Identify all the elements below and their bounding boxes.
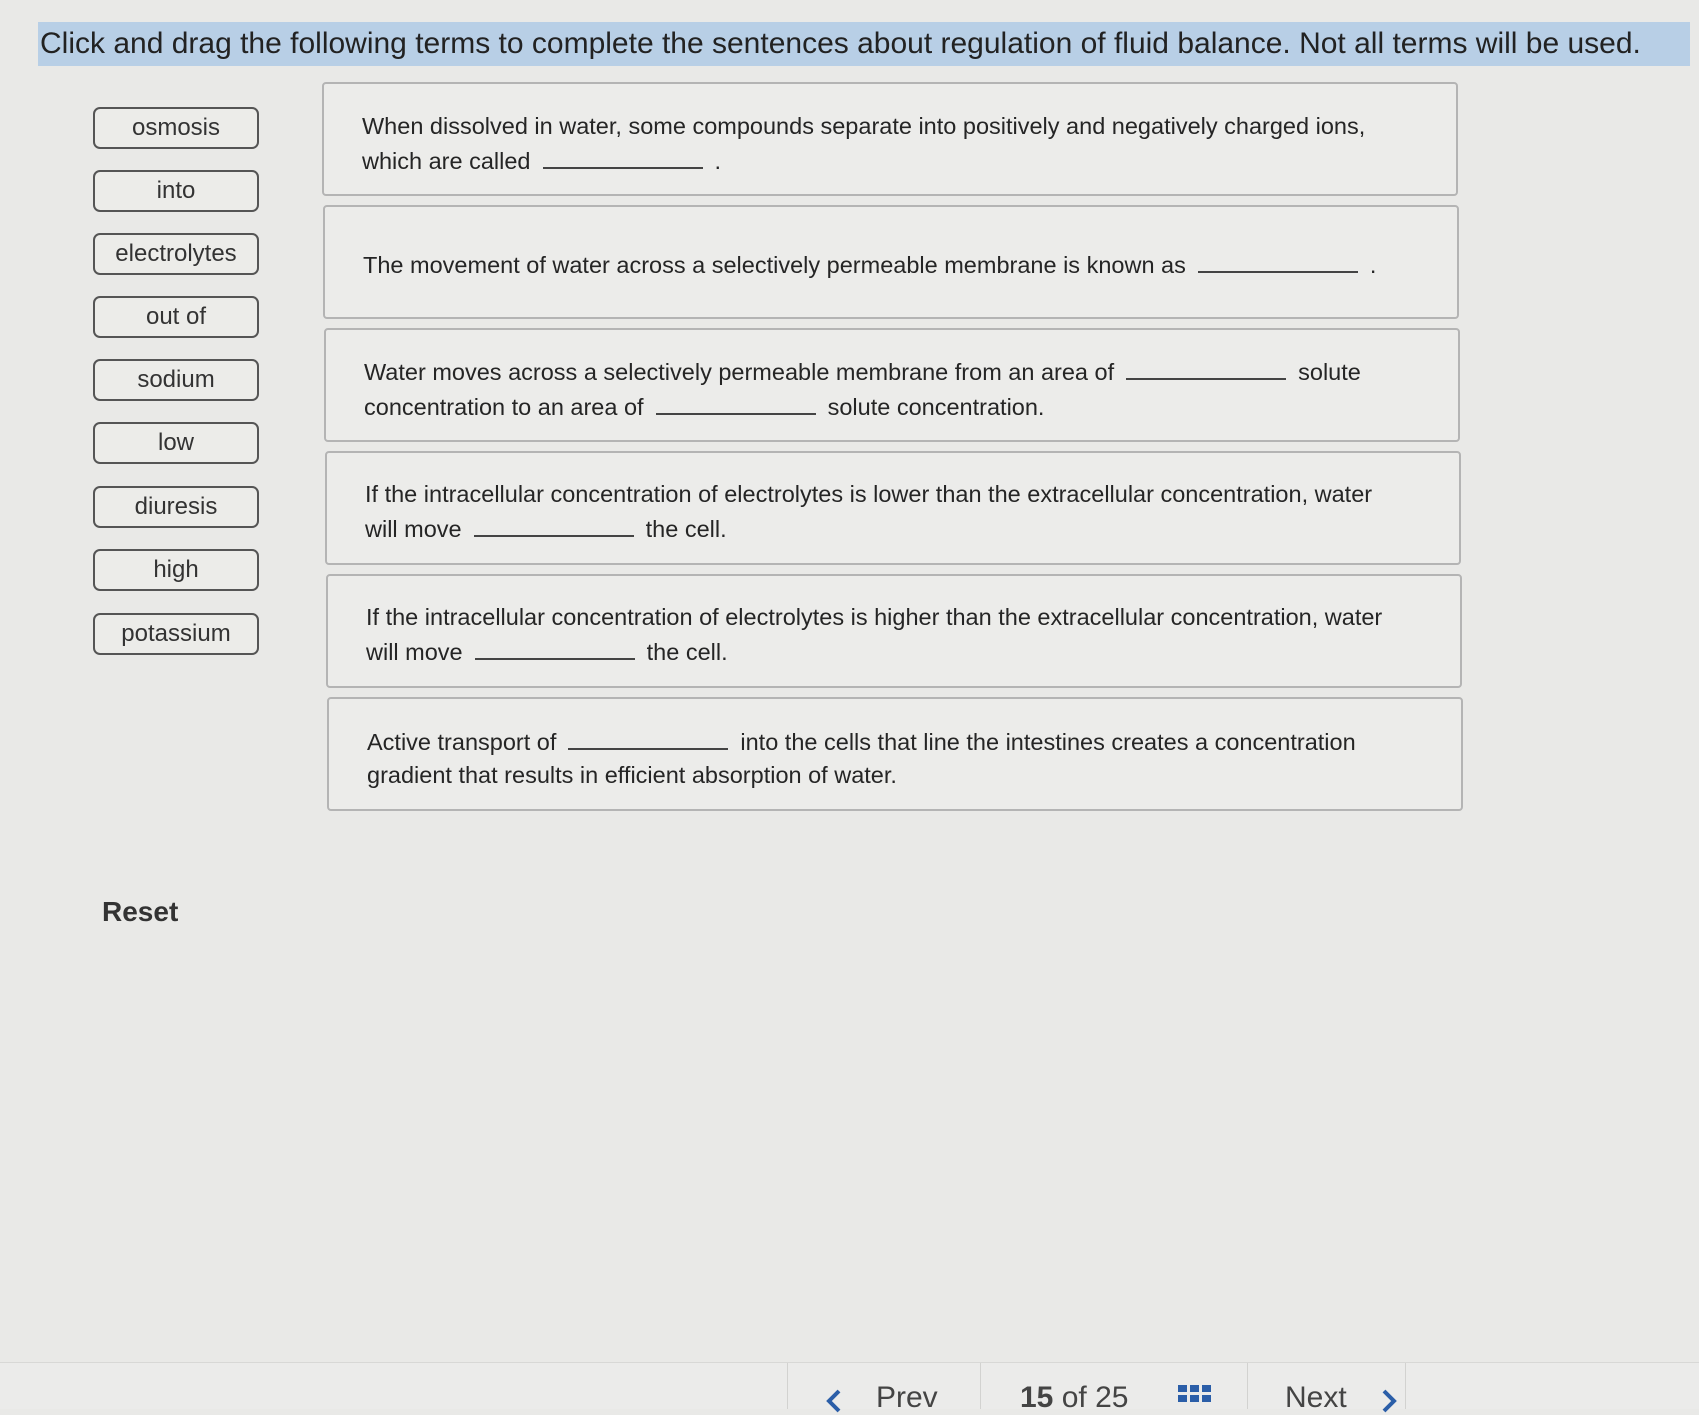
sentence-text: which are called — [362, 148, 531, 174]
sentence-box-5 — [326, 574, 1462, 688]
drop-blank-4[interactable] — [656, 389, 816, 415]
drop-blank-3[interactable] — [1126, 354, 1286, 380]
next-button[interactable]: Next — [1285, 1381, 1347, 1414]
sentence-text: solute — [1298, 359, 1361, 385]
sentence-text: If the intracellular concentration of electrolytes is lower than the extracellular concentration, water — [365, 481, 1373, 507]
sentence-text: If the intracellular concentration of electrolytes is higher than the extracellular concentration, water — [366, 604, 1383, 630]
sentence-line — [367, 759, 1401, 792]
sentence-text: Active transport of — [367, 729, 557, 755]
drop-blank-1[interactable] — [543, 143, 703, 169]
sentence-text: the cell. — [646, 639, 728, 665]
sentence-box-4 — [325, 451, 1461, 565]
term-into[interactable]: into — [93, 170, 259, 212]
sentence-line — [364, 389, 1398, 424]
sentence-text: The movement of water across a selectively permeable membrane is known as — [363, 252, 1186, 278]
term-low[interactable]: low — [93, 422, 259, 464]
sentence-box-3 — [324, 328, 1460, 442]
sentence-text: concentration to an area of — [364, 394, 644, 420]
sentence-text: into the cells that line the intestines creates a concentration — [740, 729, 1356, 755]
page-of: of — [1061, 1381, 1087, 1414]
chevron-left-icon[interactable] — [825, 1389, 845, 1413]
reset-button[interactable]: Reset — [102, 896, 179, 927]
sentence-box-1 — [322, 82, 1458, 196]
sentence-line — [365, 511, 1399, 546]
sentence-line — [363, 247, 1397, 282]
drop-blank-6[interactable] — [475, 634, 635, 660]
drop-blank-2[interactable] — [1198, 247, 1358, 273]
term-out-of[interactable]: out of — [93, 296, 259, 338]
sentence-box-2 — [323, 205, 1459, 319]
grid-icon[interactable] — [1178, 1385, 1214, 1409]
sentence-line — [367, 724, 1401, 759]
nav-divider — [980, 1363, 981, 1409]
sentence-line — [362, 143, 1396, 178]
prev-button[interactable]: Prev — [876, 1381, 938, 1414]
sentence-box-6 — [327, 697, 1463, 811]
nav-divider — [1405, 1363, 1406, 1409]
nav-divider — [787, 1363, 788, 1409]
term-electrolytes[interactable]: electrolytes — [93, 233, 259, 275]
term-diuresis[interactable]: diuresis — [93, 486, 259, 528]
sentence-text: . — [714, 148, 722, 174]
sentence-text: solute concentration. — [827, 394, 1045, 420]
sentence-text: the cell. — [645, 516, 727, 542]
sentence-line — [364, 354, 1398, 389]
sentence-text: will move — [365, 516, 462, 542]
term-sodium[interactable]: sodium — [93, 359, 259, 401]
sentence-text: When dissolved in water, some compounds separate into positively and negatively charged ions, — [362, 113, 1366, 139]
sentence-line — [366, 601, 1400, 634]
sentence-text: will move — [366, 639, 463, 665]
sentence-line — [366, 634, 1400, 669]
term-potassium[interactable]: potassium — [93, 613, 259, 655]
sentence-text: Water moves across a selectively permeable membrane from an area of — [364, 359, 1115, 385]
drop-blank-5[interactable] — [474, 511, 634, 537]
page-total: 25 — [1095, 1381, 1129, 1414]
sentence-text: gradient that results in efficient absorption of water. — [367, 762, 897, 788]
chevron-right-icon[interactable] — [1380, 1389, 1400, 1413]
sentence-text: . — [1369, 252, 1377, 278]
instructions-banner: Click and drag the following terms to complete the sentences about regulation of fluid balance. Not all terms will be used. — [38, 22, 1690, 66]
bottom-nav-bar — [0, 1362, 1699, 1414]
drop-blank-7[interactable] — [568, 724, 728, 750]
page-indicator — [1020, 1381, 1128, 1415]
page-current: 15 — [1020, 1381, 1054, 1414]
sentence-line — [362, 110, 1396, 143]
term-osmosis[interactable]: osmosis — [93, 107, 259, 149]
term-high[interactable]: high — [93, 549, 259, 591]
nav-divider — [1247, 1363, 1248, 1409]
sentence-line — [365, 478, 1399, 511]
